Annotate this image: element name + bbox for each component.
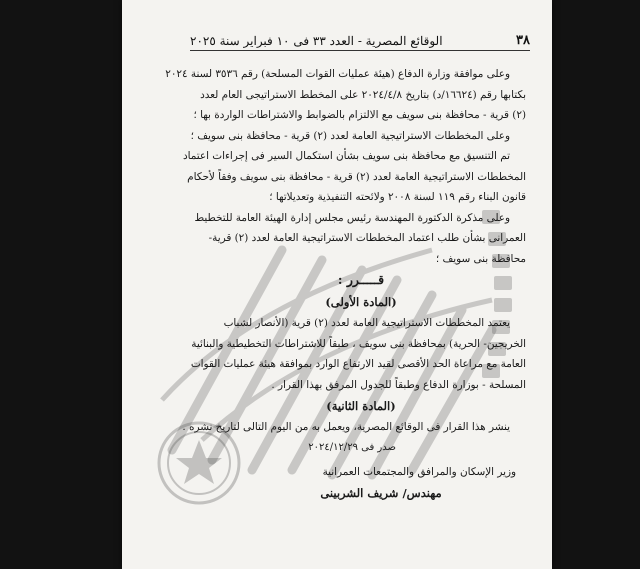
decision-title: قـــــرر : [337, 272, 385, 287]
signatory-name: مهندس/ شريف الشربينى [320, 485, 442, 500]
running-header [190, 26, 530, 51]
paragraph-1-line-2: بكتابها رقم (١٦٦٢٤/د) بتاريخ ٢٠٢٤/٤/٨ على المخطط الاستراتيجى العام لعدد [200, 88, 526, 101]
paragraph-4-line-1: وعلى مذكرة الدكتورة المهندسة رئيس مجلس إدارة الهيئة العامة للتخطيط [194, 211, 510, 224]
running-title: الوقائع المصرية - العدد ٣٣ فى ١٠ فبراير سنة ٢٠٢٥ [190, 34, 443, 48]
article-1-line-2: الخريجين- الحرية) بمحافظة بنى سويف ، طبقاً للاشتراطات التخطيطية والبنائية [191, 337, 526, 350]
issue-date: صدر فى ٢٠٢٤/١٢/٢٩ [308, 441, 396, 453]
page-number: ٣٨ [516, 33, 530, 48]
signature-block [196, 462, 526, 503]
paragraph-3-line-3: قانون البناء رقم ١١٩ لسنة ٢٠٠٨ ولائحته التنفيذية وتعديلاتها ؛ [269, 191, 526, 203]
paragraph-3-line-2: المخططات الاستراتيجية العامة لعدد (٢) قرية - محافظة بنى سويف وفقاً لأحكام [187, 170, 526, 183]
document-page [122, 0, 552, 569]
article-1-title: (المادة الأولى) [325, 295, 397, 309]
document-body [165, 64, 526, 503]
article-1-line-3: العامة مع مراعاة الحد الأقصى لقيد الارتفاع الوارد بموافقة هيئة عمليات القوات [190, 358, 526, 370]
paragraph-3-line-1: تم التنسيق مع محافظة بنى سويف بشأن استكمال السير فى إجراءات اعتماد [182, 150, 510, 162]
article-2-title: (المادة الثانية) [326, 399, 396, 413]
paragraph-2: وعلى المخططات الاستراتيجية العامة لعدد (٢) قرية - محافظة بنى سويف ؛ [190, 129, 510, 142]
article-2-line-1: ينشر هذا القرار فى الوقائع المصرية، ويعمل به من اليوم التالى لتاريخ نشره . [182, 421, 510, 433]
paragraph-4-line-2: العمرانى بشأن طلب اعتماد المخططات الاستراتيجية العامة لعدد (٢) قرية- [208, 232, 526, 244]
paragraph-1-line-3: (٢) قرية - محافظة بنى سويف مع الالتزام بالضوابط والاشتراطات الواردة بها ؛ [193, 109, 526, 121]
paragraph-1-line-1: وعلى موافقة وزارة الدفاع (هيئة عمليات القوات المسلحة) رقم ٣٥٣٦ لسنة ٢٠٢٤ [165, 68, 510, 80]
article-1-line-1: يعتمد المخططات الاستراتيجية العامة لعدد (٢) قرية (الأنصار لشباب [223, 317, 510, 329]
signatory-role: وزير الإسكان والمرافق والمجتمعات العمرانية [322, 466, 516, 478]
paragraph-4-line-3: محافظة بنى سويف ؛ [435, 252, 526, 265]
article-1-line-4: المسلحة - بوزارة الدفاع وطبقاً للجدول المرفق بهذا القرار . [271, 378, 526, 391]
